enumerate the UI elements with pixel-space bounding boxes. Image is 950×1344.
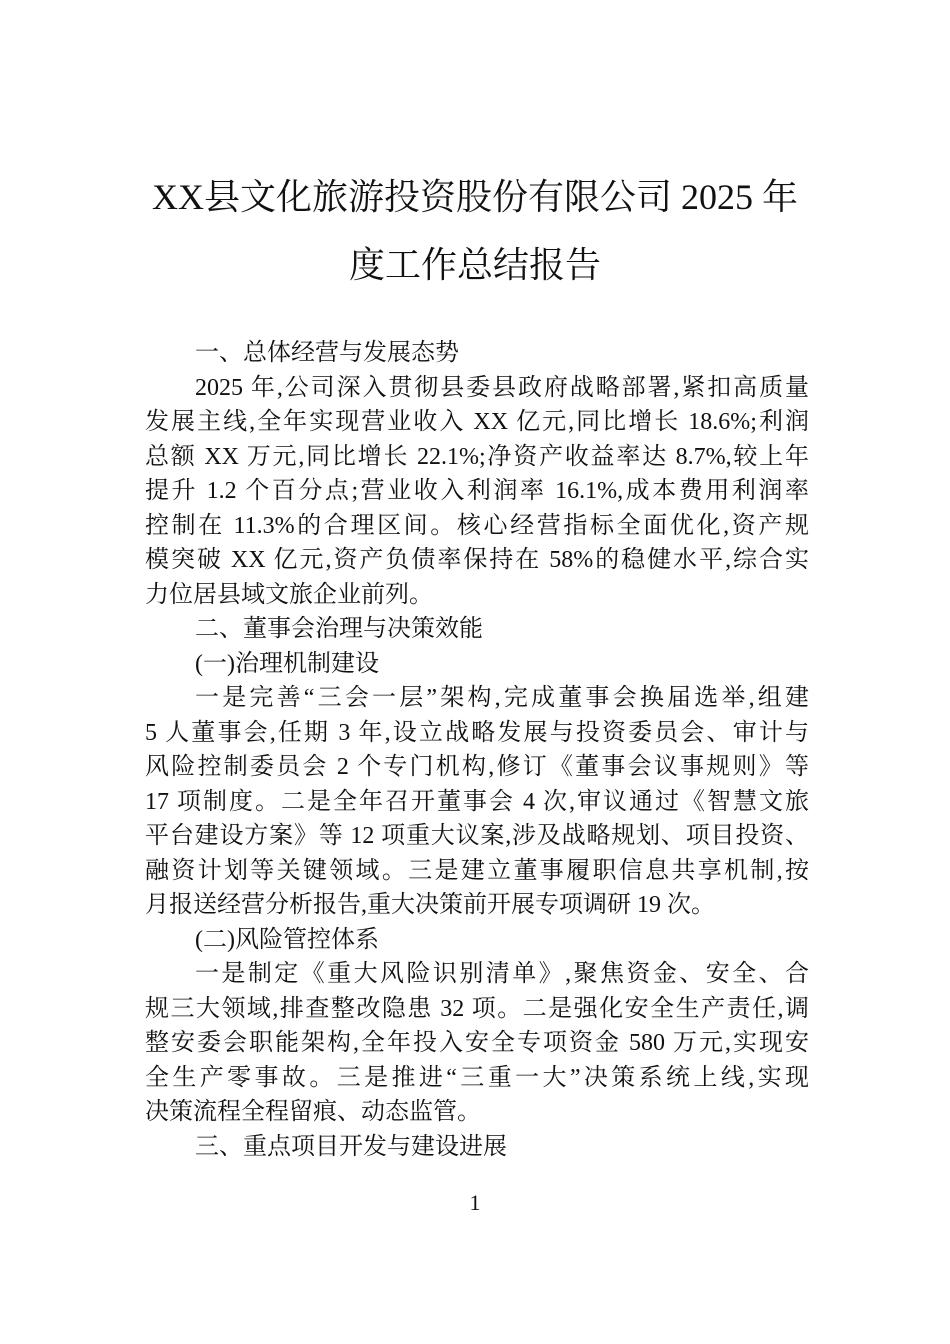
paragraph-line: 全生产零事故。三是推进“三重一大”决策系统上线,实现 xyxy=(145,1064,809,1091)
paragraph-line: 总额 XX 万元,同比增长 22.1%;净资产收益率达 8.7%,较上年 xyxy=(145,443,809,470)
page-number: 1 xyxy=(469,1190,481,1215)
paragraph-line: 发展主线,全年实现营业收入 XX 亿元,同比增长 18.6%;利润 xyxy=(145,409,809,435)
paragraph-line: 提升 1.2 个百分点;营业收入利润率 16.1%,成本费用利润率 xyxy=(145,478,809,504)
document-title-line-1: XX县文化旅游投资股份有限公司 2025 年 xyxy=(152,177,798,217)
paragraph-line: 一是完善“三会一层”架构,完成董事会换届选举,组建 xyxy=(195,685,809,711)
paragraph-line: 平台建设方案》等 12 项重大议案,涉及战略规划、项目投资、 xyxy=(145,823,809,849)
paragraph-line: 风险控制委员会 2 个专门机构,修订《董事会议事规则》等 xyxy=(145,754,809,780)
section-heading: (一)治理机制建设 xyxy=(195,650,379,677)
paragraph-line: 决策流程全程留痕、动态监管。 xyxy=(145,1099,481,1125)
paragraph-line: 2025 年,公司深入贯彻县委县政府战略部署,紧扣高质量 xyxy=(195,374,809,401)
paragraph-line: 5 人董事会,任期 3 年,设立战略发展与投资委员会、审计与 xyxy=(145,719,809,746)
section-heading: 二、董事会治理与决策效能 xyxy=(195,616,483,642)
section-heading: 三、重点项目开发与建设进展 xyxy=(195,1133,507,1160)
document-body xyxy=(145,336,809,1164)
paragraph-line: 一是制定《重大风险识别清单》,聚焦资金、安全、合 xyxy=(195,961,809,987)
section-heading: (二)风险管控体系 xyxy=(195,926,379,953)
paragraph-line: 17 项制度。二是全年召开董事会 4 次,审议通过《智慧文旅 xyxy=(145,788,809,815)
paragraph-line: 月报送经营分析报告,重大决策前开展专项调研 19 次。 xyxy=(145,892,715,918)
section-heading: 一、总体经营与发展态势 xyxy=(195,340,459,366)
paragraph-line: 力位居县域文旅企业前列。 xyxy=(145,581,433,608)
paragraph-line: 整安委会职能架构,全年投入安全专项资金 580 万元,实现安 xyxy=(145,1030,809,1056)
paragraph-line: 规三大领域,排查整改隐患 32 项。二是强化安全生产责任,调 xyxy=(145,995,809,1022)
document-title-line-2: 度工作总结报告 xyxy=(348,245,601,285)
paragraph-line: 控制在 11.3%的合理区间。核心经营指标全面优化,资产规 xyxy=(145,512,809,539)
paragraph-line: 模突破 XX 亿元,资产负债率保持在 58%的稳健水平,综合实 xyxy=(145,547,809,573)
paragraph-line: 融资计划等关键领域。三是建立董事履职信息共享机制,按 xyxy=(145,857,809,884)
